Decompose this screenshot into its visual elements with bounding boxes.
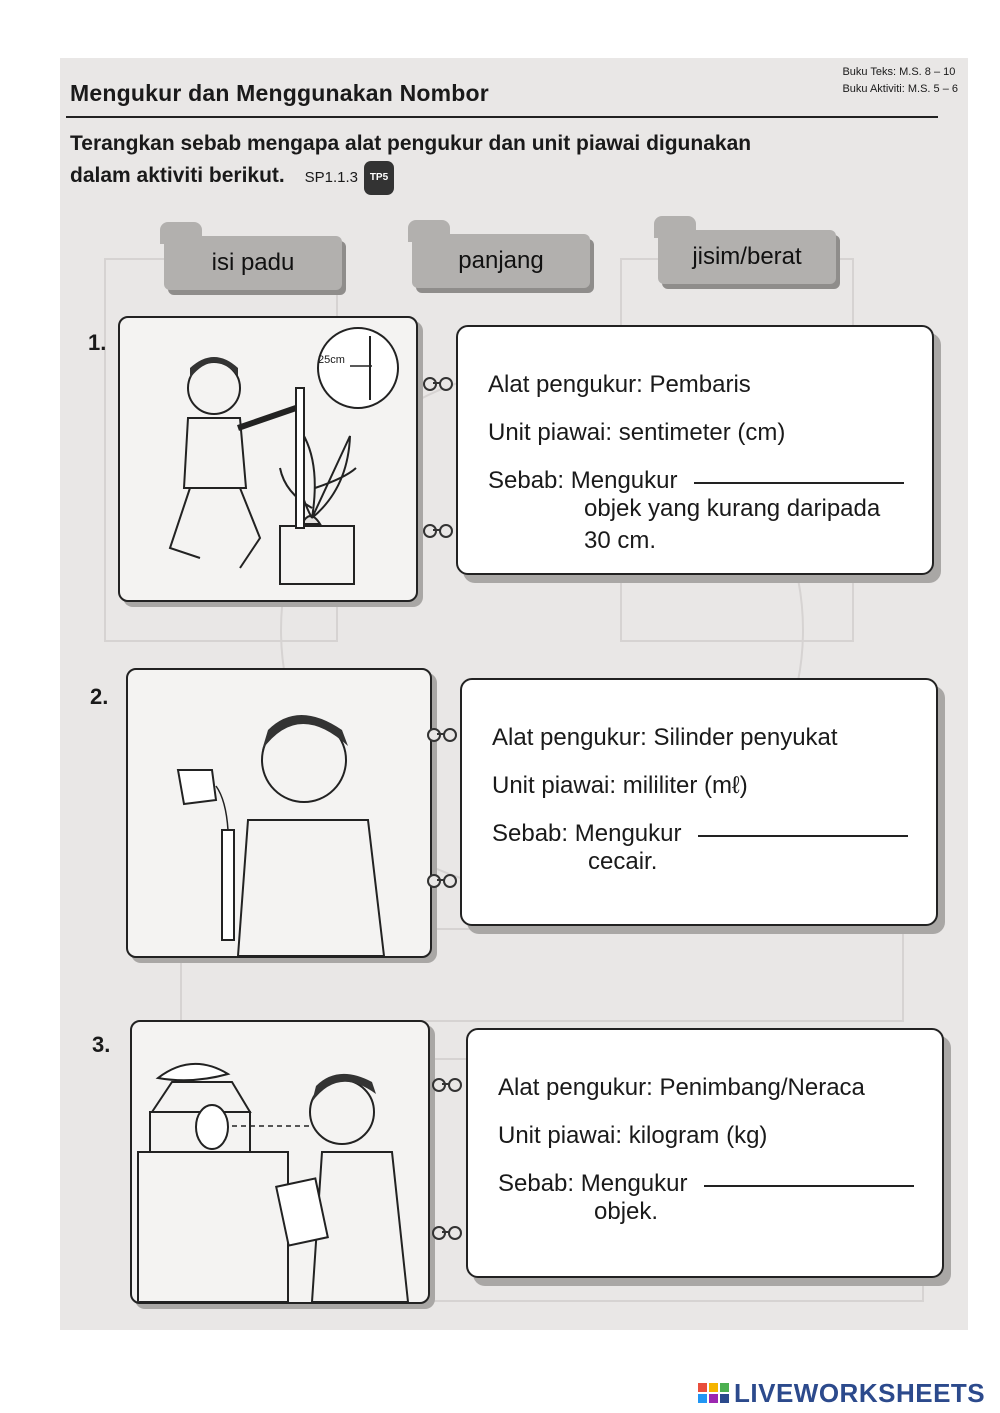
liquid-stream (216, 786, 228, 830)
beaker (178, 770, 216, 804)
page-title: Mengukur dan Menggunakan Nombor (70, 80, 489, 106)
answer-blank-1[interactable] (694, 482, 904, 484)
reason-label: Sebab: (498, 1170, 575, 1197)
ruler-plant-drawing (120, 318, 416, 600)
cylinder-drawing (128, 670, 430, 956)
reason-line-2: objek. (594, 1198, 659, 1225)
answer-blank-3[interactable] (704, 1185, 914, 1187)
activity-book-reference: Buku Aktiviti: M.S. 5 – 6 (842, 83, 958, 95)
connector (432, 1078, 462, 1090)
option-tag-jisim-berat[interactable]: jisim/berat (658, 230, 836, 284)
reason-label: Sebab: (488, 467, 565, 494)
textbook-reference: Buku Teks: M.S. 8 – 10 (842, 66, 956, 78)
reason-line-2: cecair. (588, 848, 658, 875)
illustration-boy-measuring-plant (118, 316, 418, 602)
reason-continued (584, 493, 880, 557)
answer-card-2 (460, 678, 938, 926)
reason-row (488, 467, 904, 495)
item-number: 1. (88, 330, 107, 355)
tool-text: Alat pengukur: Penimbang/Neraca (498, 1074, 865, 1101)
reason-start: Mengukur (574, 820, 682, 847)
table (138, 1152, 288, 1302)
boy-shirt (184, 418, 246, 488)
instruction-line-2-text: dalam aktiviti berikut. (70, 164, 285, 187)
connector (427, 874, 457, 886)
illustration-boy-weighing (130, 1020, 430, 1304)
unit-text: Unit piawai: kilogram (kg) (498, 1122, 768, 1149)
item-number: 3. (92, 1032, 111, 1057)
option-tag-panjang[interactable]: panjang (412, 234, 590, 288)
instruction-line-1: Terangkan sebab mengapa alat pengukur dan unit piawai digunakan (70, 132, 752, 155)
reason-row (492, 820, 908, 848)
scale-dial (196, 1105, 228, 1149)
book-references (842, 64, 958, 98)
unit-text: Unit piawai: mililiter (mℓ) (492, 772, 748, 799)
reason-continued (588, 846, 657, 878)
reason-row (498, 1170, 914, 1198)
option-tag-isi-padu[interactable]: isi padu (164, 236, 342, 290)
answer-card-3 (466, 1028, 944, 1278)
boy-legs (170, 488, 260, 568)
reason-line-2: objek yang kurang daripada (584, 495, 881, 522)
tp-badge: TP5 (364, 161, 394, 195)
instruction-line-2 (70, 160, 930, 195)
answer-card-1 (456, 325, 934, 575)
connector (423, 377, 453, 389)
unit-text: Unit piawai: sentimeter (cm) (488, 419, 786, 446)
answer-blank-2[interactable] (698, 835, 908, 837)
connector (423, 524, 453, 536)
reason-label: Sebab: (492, 820, 569, 847)
scale-body (152, 1082, 250, 1112)
brand-name: LIVEWORKSHEETS (734, 1378, 986, 1408)
reason-start: Mengukur (570, 467, 678, 494)
tool-text: Alat pengukur: Pembaris (488, 371, 751, 398)
box-shape (280, 526, 354, 584)
scale-drawing (132, 1022, 428, 1302)
object-on-scale (158, 1064, 228, 1080)
tool-text: Alat pengukur: Silinder penyukat (492, 724, 838, 751)
instruction (70, 128, 930, 195)
ruler-shape (296, 388, 304, 528)
reason-line-3: 30 cm. (584, 527, 657, 554)
title-underline (66, 116, 938, 118)
boy-shirt (238, 820, 384, 956)
zoom-label: 25cm (318, 354, 345, 366)
connector (432, 1226, 462, 1238)
logo-icon (698, 1383, 730, 1405)
reason-continued (594, 1196, 658, 1228)
boy-arm (238, 408, 296, 428)
plant-leaves (280, 436, 356, 518)
illustration-boy-pouring-liquid (126, 668, 432, 958)
zoom-bubble (318, 328, 398, 408)
reason-start: Mengukur (580, 1170, 688, 1197)
liveworksheets-logo (698, 1378, 985, 1409)
measuring-cylinder (222, 830, 234, 940)
standard-code: SP1.1.3 (304, 169, 358, 186)
item-number: 2. (90, 684, 109, 709)
connector (427, 728, 457, 740)
